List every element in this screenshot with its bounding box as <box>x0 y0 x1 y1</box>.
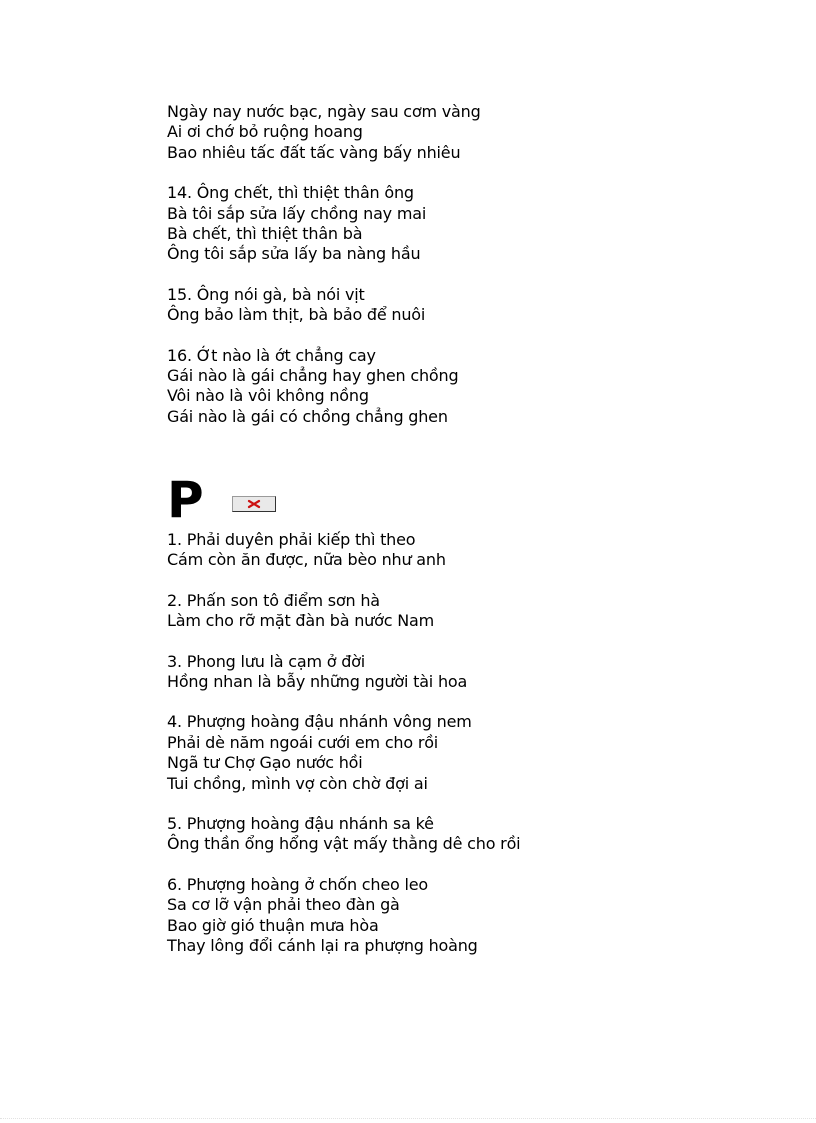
verse-line: 3. Phong lưu là cạm ở đời <box>167 651 366 671</box>
verse-line: 5. Phượng hoàng đậu nhánh sa kê <box>167 814 434 834</box>
verse-line: Ông thần ổng hổng vật mấy thằng dê cho rồi <box>167 834 521 854</box>
verse-line: Bà tôi sắp sửa lấy chồng nay mai <box>167 203 427 223</box>
stanza <box>167 102 481 163</box>
verse-line: 16. Ớt nào là ớt chẳng cay <box>167 345 376 365</box>
verse-line: 15. Ông nói gà, bà nói vịt <box>167 284 365 304</box>
stanza-16 <box>167 346 481 428</box>
verse-line: 2. Phấn son tô điểm sơn hà <box>167 590 380 610</box>
verse-line: Bao giờ gió thuận mưa hòa <box>167 915 379 935</box>
verse-line: Ai ơi chớ bỏ ruộng hoang <box>167 122 363 142</box>
stanza-5 <box>167 814 520 855</box>
verse-line: Làm cho rỡ mặt đàn bà nước Nam <box>167 611 434 631</box>
verse-line: 6. Phượng hoàng ở chốn cheo leo <box>167 874 428 894</box>
verse-line: Cám còn ăn được, nữa bèo như anh <box>167 550 446 570</box>
verse-line: Ông tôi sắp sửa lấy ba nàng hầu <box>167 244 421 264</box>
verse-line: Hồng nhan là bẫy những người tài hoa <box>167 672 468 692</box>
page-bottom-divider <box>0 1118 816 1119</box>
verse-line: Bao nhiêu tấc đất tấc vàng bấy nhiêu <box>167 142 461 162</box>
stanza-1 <box>167 530 520 571</box>
verse-line: Bà chết, thì thiệt thân bà <box>167 224 363 244</box>
stanza-15 <box>167 285 481 326</box>
verse-line: 1. Phải duyên phải kiếp thì theo <box>167 530 416 549</box>
verse-line: Thay lông đổi cánh lại ra phượng hoàng <box>167 936 478 956</box>
verse-line: Ngã tư Chợ Gạo nước hồi <box>167 753 363 773</box>
stanza-3 <box>167 652 520 693</box>
verse-line: 14. Ông chết, thì thiệt thân ông <box>167 183 414 203</box>
verse-line: Vôi nào là vôi không nồng <box>167 386 369 406</box>
stanza-2 <box>167 591 520 632</box>
section-p <box>167 530 520 977</box>
stanza-4 <box>167 712 520 794</box>
section-heading <box>167 471 276 529</box>
broken-image-icon <box>232 496 276 512</box>
verse-line: Gái nào là gái có chồng chẳng ghen <box>167 406 448 426</box>
stanza-6 <box>167 875 520 957</box>
verse-line: Tui chồng, mình vợ còn chờ đợi ai <box>167 773 428 793</box>
verse-line: Ngày nay nước bạc, ngày sau cơm vàng <box>167 102 481 121</box>
verse-line: 4. Phượng hoàng đậu nhánh vông nem <box>167 712 472 732</box>
verse-line: Phải dè năm ngoái cưới em cho rồi <box>167 732 439 752</box>
red-x-icon <box>233 497 275 511</box>
verse-line: Ông bảo làm thịt, bà bảo để nuôi <box>167 305 426 325</box>
verse-line: Sa cơ lỡ vận phải theo đàn gà <box>167 895 400 915</box>
section-letter: P <box>167 471 204 529</box>
verse-line: Gái nào là gái chẳng hay ghen chồng <box>167 366 459 386</box>
section-o-tail <box>167 102 481 447</box>
stanza-14 <box>167 183 481 265</box>
